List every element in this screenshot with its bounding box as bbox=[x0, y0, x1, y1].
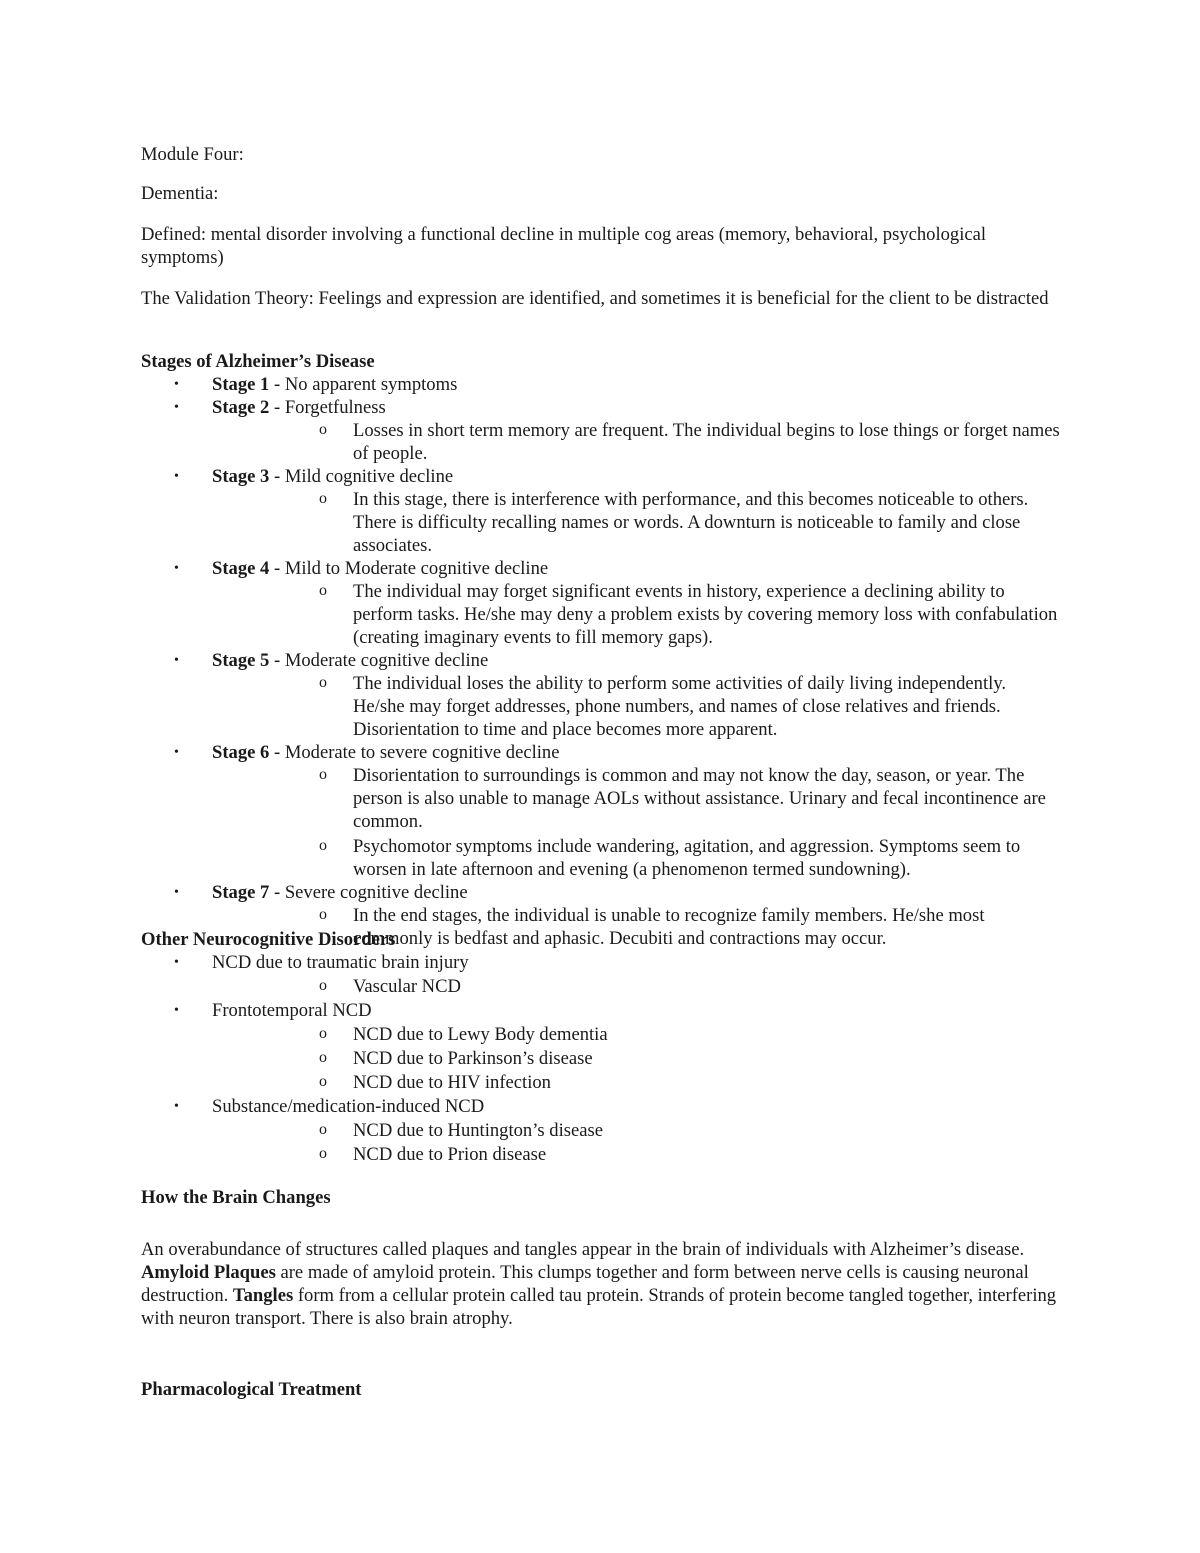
stage-detail-item bbox=[212, 488, 1061, 557]
stage-description: - Severe cognitive decline bbox=[269, 882, 468, 903]
disorder-subitem-text: NCD due to Parkinson’s disease bbox=[353, 1048, 593, 1069]
sub-bullet-icon: o bbox=[319, 977, 327, 994]
bullet-icon: • bbox=[174, 561, 179, 576]
stage-item bbox=[141, 741, 1061, 881]
disorder-subitem-text: NCD due to Lewy Body dementia bbox=[353, 1024, 608, 1045]
stage-item bbox=[141, 465, 1061, 557]
pharmacological-treatment-heading: Pharmacological Treatment bbox=[141, 1379, 362, 1400]
sub-bullet-icon: o bbox=[319, 1025, 327, 1042]
disorder-item bbox=[141, 999, 1061, 1095]
stage-item bbox=[141, 557, 1061, 649]
disorder-text: Substance/medication-induced NCD bbox=[212, 1096, 485, 1117]
bullet-icon: • bbox=[174, 469, 179, 484]
bullet-icon: • bbox=[174, 1003, 179, 1018]
stage-label: Stage 6 bbox=[212, 742, 270, 763]
bullet-icon: • bbox=[174, 377, 179, 392]
disorder-subitem bbox=[212, 1023, 1061, 1047]
bullet-icon: • bbox=[174, 400, 179, 415]
paragraph-text: are made of amyloid protein. This clumps together and form between nerve cells is causing neuronal destruction. bbox=[141, 1262, 1029, 1306]
stage-detail-item bbox=[212, 419, 1061, 465]
other-disorders-heading: Other Neurocognitive Disorders bbox=[141, 929, 396, 950]
bullet-icon: • bbox=[174, 885, 179, 900]
stages-heading: Stages of Alzheimer’s Disease bbox=[141, 351, 375, 372]
stage-detail-text: The individual may forget significant events in history, experience a declining ability to perform tasks. He/she may deny a problem exists by covering memory loss with confabulation (creating imaginary events to fill memory gaps). bbox=[353, 581, 1058, 648]
stage-detail-text: In the end stages, the individual is unable to recognize family members. He/she most commonly is bedfast and aphasic. Decubiti and contractions may occur. bbox=[353, 905, 985, 949]
disorder-subitem bbox=[212, 975, 1061, 999]
brain-changes-heading: How the Brain Changes bbox=[141, 1187, 331, 1208]
stage-detail-text: The individual loses the ability to perform some activities of daily living independently. He/she may forget addresses, phone numbers, and names of close relatives and friends. Disorientation to time and place becomes more apparent. bbox=[353, 673, 1007, 740]
disorder-subitems bbox=[212, 1119, 1061, 1167]
stage-description: - Moderate to severe cognitive decline bbox=[269, 742, 560, 763]
dementia-heading: Dementia: bbox=[141, 183, 219, 204]
disorder-item bbox=[141, 1095, 1061, 1167]
stage-label: Stage 2 bbox=[212, 397, 270, 418]
stage-detail-text: Psychomotor symptoms include wandering, agitation, and aggression. Symptoms seem to worsen in late afternoon and evening (a phenomenon termed sundowning). bbox=[353, 836, 1021, 880]
sub-bullet-icon: o bbox=[319, 1049, 327, 1066]
disorder-subitems bbox=[212, 1023, 1061, 1095]
stage-label: Stage 4 bbox=[212, 558, 270, 579]
defined-text: Defined: mental disorder involving a functional decline in multiple cog areas (memory, behavioral, psychological symptoms) bbox=[141, 224, 987, 268]
stage-description: - Moderate cognitive decline bbox=[269, 650, 489, 671]
other-disorders-list bbox=[141, 951, 1061, 1167]
bullet-icon: • bbox=[174, 955, 179, 970]
sub-bullet-icon: o bbox=[319, 906, 327, 923]
sub-bullet-icon: o bbox=[319, 1145, 327, 1162]
sub-bullet-icon: o bbox=[319, 1121, 327, 1138]
stage-details bbox=[212, 419, 1061, 465]
bullet-icon: • bbox=[174, 653, 179, 668]
paragraph-text: form from a cellular protein called tau protein. Strands of protein become tangled together, interfering with neuron transport. There is also brain atrophy. bbox=[141, 1285, 1057, 1329]
sub-bullet-icon: o bbox=[319, 837, 327, 854]
brain-changes-paragraph bbox=[141, 1238, 1061, 1330]
stage-label: Stage 5 bbox=[212, 650, 270, 671]
stage-detail-item bbox=[212, 764, 1061, 833]
stage-description: - Mild to Moderate cognitive decline bbox=[269, 558, 549, 579]
sub-bullet-icon: o bbox=[319, 1073, 327, 1090]
stage-detail-text: Losses in short term memory are frequent. The individual begins to lose things or forget names of people. bbox=[353, 420, 1060, 464]
stage-detail-text: Disorientation to surroundings is common and may not know the day, season, or year. The person is also unable to manage AOLs without assistance. Urinary and fecal incontinence are common. bbox=[353, 765, 1046, 832]
stage-description: - Forgetfulness bbox=[269, 397, 386, 418]
disorder-text: NCD due to traumatic brain injury bbox=[212, 952, 469, 973]
stage-details bbox=[212, 672, 1061, 741]
stage-description: - No apparent symptoms bbox=[269, 374, 458, 395]
sub-bullet-icon: o bbox=[319, 490, 327, 507]
stage-detail-item bbox=[212, 580, 1061, 649]
disorder-subitem bbox=[212, 1143, 1061, 1167]
stage-label: Stage 7 bbox=[212, 882, 270, 903]
stage-detail-text: In this stage, there is interference with performance, and this becomes noticeable to others. There is difficulty recalling names or words. A downturn is noticeable to family and close associates. bbox=[353, 489, 1029, 556]
sub-bullet-icon: o bbox=[319, 582, 327, 599]
paragraph-text: An overabundance of structures called plaques and tangles appear in the brain of individuals with Alzheimer’s disease. bbox=[141, 1239, 1025, 1260]
stage-label: Stage 1 bbox=[212, 374, 270, 395]
bullet-icon: • bbox=[174, 1099, 179, 1114]
disorder-text: Frontotemporal NCD bbox=[212, 1000, 372, 1021]
disorder-item bbox=[141, 951, 1061, 999]
sub-bullet-icon: o bbox=[319, 421, 327, 438]
sub-bullet-icon: o bbox=[319, 674, 327, 691]
validation-text: The Validation Theory: Feelings and expression are identified, and sometimes it is beneficial for the client to be distracted bbox=[141, 288, 1049, 309]
stage-details bbox=[212, 488, 1061, 557]
disorder-subitem-text: Vascular NCD bbox=[353, 976, 461, 997]
disorder-subitem bbox=[212, 1047, 1061, 1071]
stage-details bbox=[212, 580, 1061, 649]
stage-description: - Mild cognitive decline bbox=[269, 466, 454, 487]
disorder-subitem-text: NCD due to Huntington’s disease bbox=[353, 1120, 603, 1141]
disorder-subitem bbox=[212, 1119, 1061, 1143]
module-title: Module Four: bbox=[141, 144, 244, 165]
stage-item bbox=[141, 373, 1061, 396]
other-disorders-section bbox=[141, 928, 1061, 1167]
term-amyloid-plaques: Amyloid Plaques bbox=[141, 1262, 276, 1283]
disorder-subitem-text: NCD due to HIV infection bbox=[353, 1072, 551, 1093]
stage-item bbox=[141, 649, 1061, 741]
disorder-subitem-text: NCD due to Prion disease bbox=[353, 1144, 547, 1165]
term-tangles: Tangles bbox=[232, 1285, 294, 1306]
bullet-icon: • bbox=[174, 745, 179, 760]
stage-label: Stage 3 bbox=[212, 466, 270, 487]
stage-detail-item bbox=[212, 835, 1061, 881]
stage-item bbox=[141, 396, 1061, 465]
stage-details bbox=[212, 764, 1061, 881]
stage-detail-item bbox=[212, 672, 1061, 741]
stages-list bbox=[141, 373, 1061, 950]
sub-bullet-icon: o bbox=[319, 766, 327, 783]
disorder-subitems bbox=[212, 975, 1061, 999]
disorder-subitem bbox=[212, 1071, 1061, 1095]
stages-section bbox=[141, 350, 1061, 950]
